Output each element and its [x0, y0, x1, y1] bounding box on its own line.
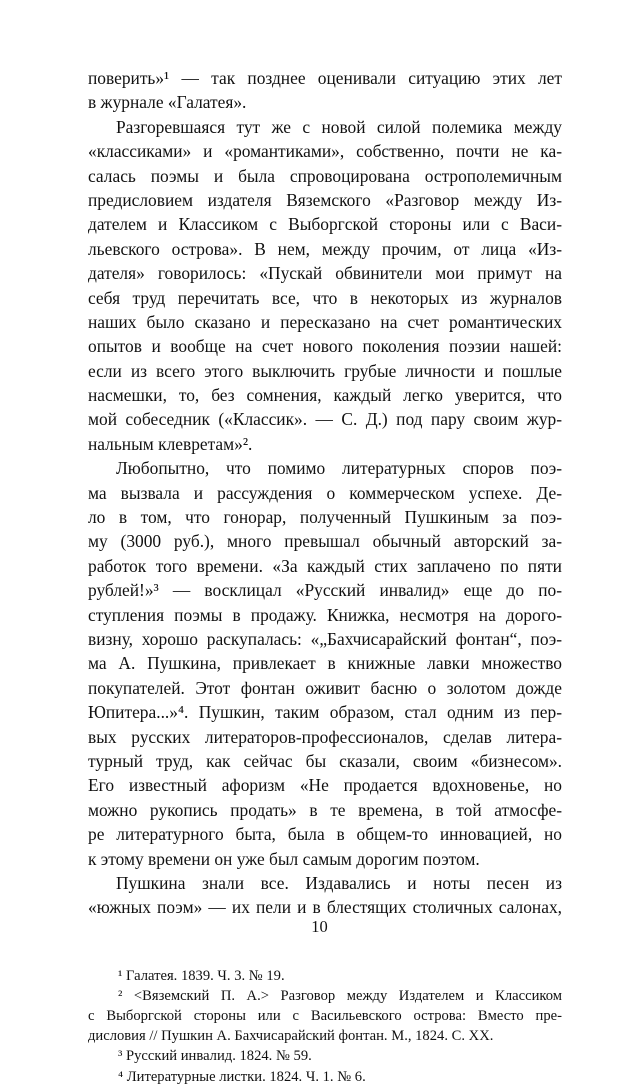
text-line: опытов и вообще на счет нового поколения поэзии нашей:: [88, 336, 562, 357]
text-line: турный труд, как сейчас бы сказали, своим «бизнесом».: [88, 750, 562, 771]
text-line: Его известный афоризм «Не продается вдохновенье, но: [88, 775, 562, 796]
text-line: к этому времени он уже был самым дорогим поэтом.: [88, 848, 480, 869]
text-line: Юпитера...»⁴. Пушкин, таким образом, стал одним из пер-: [88, 702, 562, 723]
footnotes: [88, 966, 562, 1087]
text-line: визну, хорошо раскупалась: «„Бахчисарайский фонтан“, поэ-: [88, 628, 562, 649]
text-line: ступления поэмы в продажу. Книжка, несмотря на дорого-: [88, 604, 562, 625]
text-line: «южных поэм» — их пели и в блестящих столичных салонах,: [88, 897, 562, 918]
text-line: дателем и Классиком с Выборгской стороны или с Васи-: [88, 214, 562, 235]
text-line: ма вызвала и рассуждения о коммерческом успехе. Де-: [88, 482, 562, 503]
text-line: дателя» говорилось: «Пускай обвинители мои примут на: [88, 263, 562, 284]
text-line: вых русских литераторов-профессионалов, сделав литера-: [88, 726, 562, 747]
page-number: 10: [311, 917, 328, 936]
footnote-line: ⁴ Литературные листки. 1824. Ч. 1. № 6.: [118, 1068, 366, 1085]
text-line: льевского острова». В нем, между прочим, от лица «Из-: [88, 238, 562, 259]
text-line: нальным клевретам»².: [88, 433, 253, 454]
text-line: салась поэмы и была спровоцирована острополемичным: [88, 165, 562, 186]
text-line: му (3000 руб.), много превышал обычный авторский за-: [88, 531, 562, 552]
text-line: ло в том, что гонорар, полученный Пушкиным за поэ-: [88, 507, 562, 528]
footnote-line: дисловия // Пушкин А. Бахчисарайский фонтан. М., 1824. С. XX.: [88, 1028, 494, 1045]
footnote-line: ¹ Галатея. 1839. Ч. 3. № 19.: [118, 967, 285, 984]
text-line: рублей!»³ — восклицал «Русский инвалид» еще до по-: [88, 580, 562, 601]
text-line: ма А. Пушкина, привлекает в книжные лавки множество: [88, 653, 562, 674]
text-line: мой собеседник («Классик». — С. Д.) под пару своим жур-: [88, 409, 562, 430]
text-line: наших было сказано и пересказано на счет романтических: [88, 311, 562, 332]
text-line: можно рукопись продать» в те времена, в той атмосфе-: [88, 799, 562, 820]
text-line: «классиками» и «романтиками», собственно, почти не ка-: [88, 141, 562, 162]
text-line: ре литературного быта, была в общем-то инновацией, но: [88, 824, 562, 845]
text-line: работок того времени. «За каждый стих заплачено по пяти: [88, 555, 562, 576]
main-text: [88, 66, 562, 920]
text-line: покупателей. Этот фонтан оживит басню о золотом дожде: [88, 677, 562, 698]
text-line: предисловием издателя Вяземского «Разговор между Из-: [88, 189, 562, 210]
text-line: Разгоревшаяся тут же с новой силой полемика между: [116, 116, 562, 137]
footnote-line: с Выборгской стороны или с Васильевского острова: Вместо пре-: [88, 1008, 562, 1025]
footnote-line: ² <Вяземский П. А.> Разговор между Издателем и Классиком: [118, 987, 562, 1004]
text-line: насмешки, то, без сомнения, каждый легко уверится, что: [88, 385, 562, 406]
text-line: если из всего этого выключить грубые личности и пошлые: [88, 360, 562, 381]
text-line: поверить»¹ — так позднее оценивали ситуацию этих лет: [88, 68, 562, 88]
text-line: в журнале «Галатея».: [88, 92, 247, 113]
text-line: Пушкина знали все. Издавались и ноты песен из: [116, 872, 562, 893]
text-line: Любопытно, что помимо литературных споров поэ-: [116, 458, 562, 479]
text-line: себя труд перечитать все, что в некоторых из журналов: [88, 287, 562, 308]
footnote-line: ³ Русский инвалид. 1824. № 59.: [118, 1048, 312, 1065]
